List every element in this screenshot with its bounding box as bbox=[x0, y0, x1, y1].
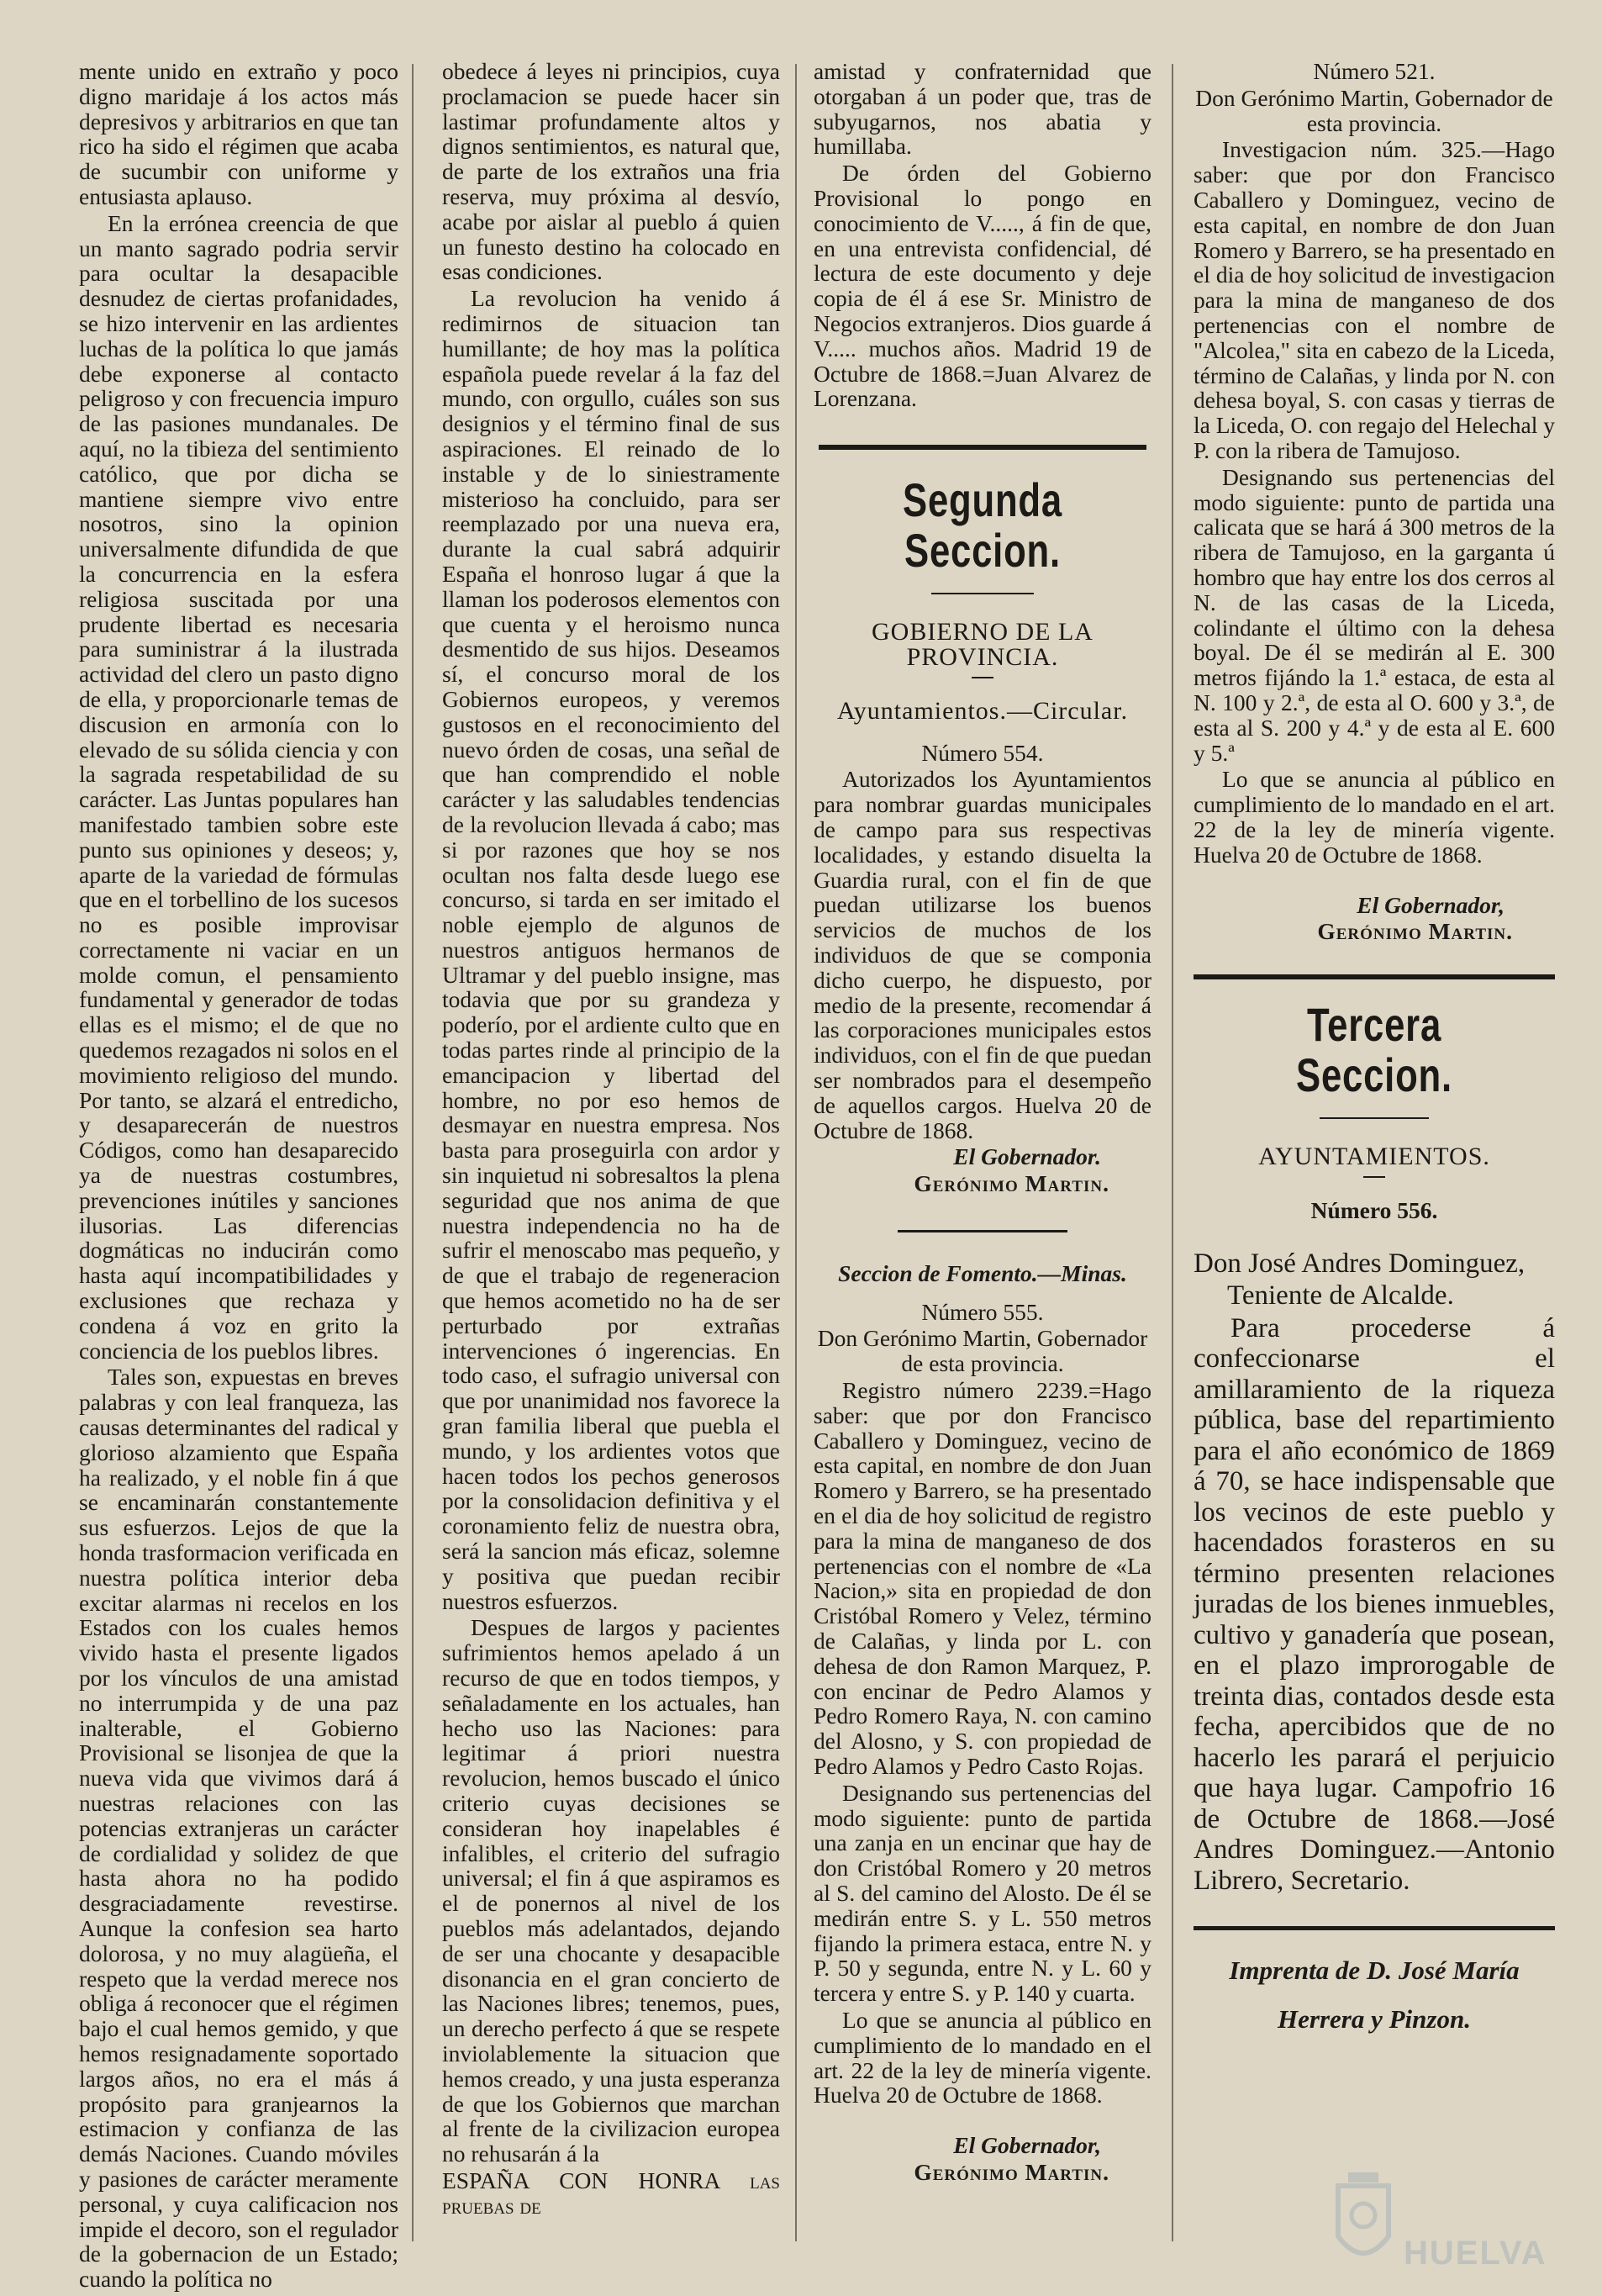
paragraph: obedece á leyes ni principios, cuya proclamacion se puede hacer sin lastimar profundamente altos y dignos sentimientos, es natural que, de parte de los extraños una fria reserva, muy próxima al desvío, acabe por aislar al pueblo á quien un funesto destino ha colocado en esas condiciones. bbox=[442, 58, 780, 285]
numero-556: Número 556. bbox=[1310, 1196, 1438, 1223]
registro-text: Registro número 2239.=Hago saber: que por don Francisco Caballero y Dominguez, vecino de esta capital, en nombre de don Juan Romero y Barrero, se ha presentado en el dia de hoy solicitud de registro para la mina de manganeso de dos pertenencias con el nombre de «La Nacion,» sita en propiedad de don Cristóbal Romero y Velez, término de Calañas, y linda por L. con dehesa de don Ramon Marquez, P. con encinar de Pedro Alamos y Pedro Romero Raya, N. con camino del Alosno, y S. con propiedad de Pedro Alamos y Pedro Casto Rojas. bbox=[814, 1377, 1151, 1780]
numero-521: Número 521. bbox=[1313, 58, 1436, 84]
paragraph: De órden del Gobierno Provisional lo pongo en conocimiento de V....., á fin de que, en una entrevista confidencial, dé lectura de este documento y deje copia de él á ese Sr. Ministro de Negocios extranjeros. Dios guarde á V..... muchos años. Madrid 19 de Octubre de 1868.=Juan Alvarez de Lorenzana. bbox=[814, 160, 1151, 412]
gobierno-heading: GOBIERNO DE LA PROVINCIA. bbox=[872, 618, 1093, 671]
archive-watermark bbox=[1330, 2169, 1582, 2287]
governor-intro: Don Gerónimo Martin, Gobernador de esta provincia. bbox=[1195, 84, 1553, 136]
paragraph: ESPAÑA CON HONRA las pruebas de bbox=[442, 2167, 780, 2219]
paragraph: mente unido en extraño y poco digno maridaje á los actos más depresivos y arbitrarios en que tan rico ha sido el régimen que acaba de sucumbir con uniforme y entusiasta aplauso. bbox=[79, 58, 398, 209]
column-divider bbox=[1172, 64, 1173, 2241]
paragraph: En la errónea creencia de que un manto sagrado podria servir para ocultar la desapacible desnudez de ciertas profanidades, se hizo intervenir en las ardientes luchas de la política lo que jamás debe exponerse al contacto peligroso y con frecuencia impuro de las pasiones mundanales. De aquí, no la tibieza del sentimiento católico, que por dicha se mantiene siempre vivo entre nosotros, sino la opinion universalmente difundida de que la concurrencia en la esfera religiosa suscitada por una prudente libertad es necesaria para suministrar á la ilustrada actividad del clero un pasto digno de ella, y proporcionarle temas de discusion en armonía con lo elevado de su sólida ciencia y con la sagrada respetabilidad de su carácter. Las Juntas populares han manifestado tambien sobre este punto sus opiniones y deseos; y, aparte de la variedad de fórmulas que en el torbellino de los sucesos no es posible improvisar correctamente ni vaciar en un molde comun, el pensamiento fundamental y generador de todas ellas es el mismo; el de que no quedemos rezagados ni solos en el movimiento religioso del mundo. Por tanto, se alzará el entredicho, y desaparecerán de nuestros Códigos, como han desaparecido ya de nuestras costumbres, prevenciones inútiles y sanciones ilusorias. Las diferencias dogmáticas no inducirán como hasta aquí incompatibilidades y exclusiones que rechaza y condena á voz en grito la conciencia de los pueblos libres. bbox=[79, 209, 398, 1364]
dash-divider bbox=[972, 677, 993, 678]
designando-text: Designando sus pertenencias del modo siguiente: punto de partida una calicata que se hará á 300 metros de la ribera de Tamujoso, en la garganta ú hombro que hay entre los dos cerros al N. de las casas de la Liceda, colindante el último con la dehesa boyal. De él se medirán al E. 300 metros fijándo la 1.ª estaca, de esta al N. 100 y 2.ª, de esta al O. 600 y 3.ª, de esta al S. 200 y 4.ª y de esta al E. 600 y 5.ª bbox=[1194, 463, 1555, 766]
designando-text: Designando sus pertenencias del modo siguiente: punto de partida una zanja en un encinar que hay de don Cristóbal Romero y 20 metros al S. del camino del Alosto. De él se medirán entre S. y L. 550 metros fijando la primera estaca, entre N. y P. 50 y segunda, entre N. y L. 60 y tercera y entre S. y P. 140 y cuarta. bbox=[814, 1779, 1151, 2007]
section-rule bbox=[1194, 1926, 1555, 1930]
watermark-text: HUELVA bbox=[1404, 2235, 1547, 2272]
divider-rule bbox=[898, 1230, 1067, 1232]
ornament-rule bbox=[1320, 1117, 1429, 1119]
section-rule bbox=[1194, 974, 1555, 979]
ayuntamientos-heading: AYUNTAMIENTOS. bbox=[1258, 1143, 1490, 1171]
governor-intro: Don Gerónimo Martin, Gobernador de esta provincia. bbox=[817, 1325, 1148, 1377]
column-4 bbox=[1194, 59, 1555, 2045]
column-1 bbox=[79, 59, 398, 2293]
column-2 bbox=[442, 59, 780, 2220]
paragraph: Despues de largos y pacientes sufrimientos hemos apelado á un recurso de que en todos tiempos, y señaladamente en los actuales, han hecho uso las Naciones: para legitimar á priori nuestra revolucion, hemos buscado el único criterio cuyas decisiones se consideran hoy inapelables é infalibles, el criterio del sufragio universal; el fin á que aspiramos es el de ponernos al nivel de los pueblos más adelantados, dejando de ser una chocante y desapacible disonancia en el gran concierto de las Naciones libres; tenemos, pues, un derecho perfecto á que se respete inviolablemente la situacion que hemos creado, y una justa esperanza de que los Gobiernos que marchan al frente de la civilizacion europea no rehusarán á la bbox=[442, 1614, 780, 2167]
imprenta-line: Herrera y Pinzon. bbox=[1278, 2004, 1471, 2035]
signature-title: El Gobernador, bbox=[953, 2132, 1101, 2159]
numero-554: Número 554. bbox=[921, 739, 1044, 766]
section-title-segunda: Segunda Seccion. bbox=[903, 473, 1062, 578]
signature-title: El Gobernador. bbox=[953, 1143, 1101, 1170]
paragraph: amistad y confraternidad que otorgaban á un poder que, tras de subyugarnos, nos abatia y humillaba. bbox=[814, 58, 1151, 160]
paragraph: Tales son, expuestas en breves palabras y con leal franqueza, las causas determinantes del radical y glorioso alzamiento que España ha realizado, y el noble fin á que se encaminarán constantemente sus esfuerzos. Lejos de que la honda trasformacion verificada en nuestra política interior deba excitar alarmas ni recelos en los Estados con los cuales hemos vivido hasta el presente ligados por los vínculos de una amistad no interrumpida y de una paz inalterable, el Gobierno Provisional se lisonjea de que la nueva vida que vivimos dará á nuestras relaciones con las potencias extranjeras un carácter de cordialidad y solidez de que hasta ahora no ha podido desgraciadamente revestirse. Aunque la confesion sea harto dolorosa, y no muy alagüeña, el respeto que la verdad merece nos obliga á reconocer que el régimen bajo el cual hemos gemido, y que hemos resignadamente soportado largos años, no era el más á propósito para granjearnos la estimacion y confianza de las demás Naciones. Cuando móviles y pasiones de carácter meramente personal, y cuya calificacion nos impide el decoro, son el regulador de la gobernacion de un Estado; cuando la política no bbox=[79, 1364, 398, 2293]
investigacion-text: Investigacion núm. 325.—Hago saber: que por don Francisco Caballero y Dominguez, vecino de esta capital, en nombre de don Juan Romero y Barrero, se ha presentado en el dia de hoy solicitud de investigacion para la mina de manganeso de dos pertenencias con el nombre de "Alcolea," sita en cabezo de la Liceda, término de Calañas, y linda por N. con dehesa boyal, S. con casas y tierras de la Liceda, O. con regajo del Helechal y P. con la ribera de Tamujoso. bbox=[1194, 136, 1555, 463]
anuncio-text: Lo que se anuncia al público en cumplimiento de lo mandado en el art. 22 de la ley de minería vigente. Huelva 20 de Octubre de 1868. bbox=[814, 2007, 1151, 2109]
official-title: Teniente de Alcalde. bbox=[1227, 1280, 1454, 1312]
notice-556 bbox=[1194, 1248, 1555, 1897]
ornament-rule bbox=[931, 593, 1034, 594]
column-divider bbox=[795, 64, 797, 2241]
dash-divider bbox=[1363, 1176, 1385, 1178]
column-divider bbox=[412, 64, 414, 2241]
amillaramiento-text: Para procederse á confeccionarse el amillaramiento de la riqueza pública, base del repartimiento para el año económico de 1869 á 70, se hace indispensable que los vecinos de este pueblo y hacendados forasteros en su término presenten relaciones juradas de los bienes inmuebles, cultivo y ganadería que posean, en el plazo improrogable de treinta dias, contados desde esta fecha, apercibidos que de no hacerlo les parará el perjuicio que haya lugar. Campofrio 16 de Octubre de 1868.—José Andres Dominguez.—Antonio Librero, Secretario. bbox=[1194, 1312, 1555, 1896]
crest-icon bbox=[1330, 2169, 1397, 2278]
circular-text: Autorizados los Ayuntamientos para nombrar guardas municipales de campo para sus respectivas localidades, y estando disuelta la Guardia rural, con el fin de que puedan utilizarse los buenos servicios de muchos de los individuos de que se componia dicho cuerpo, he dispuesto, por medio de la presente, recomendar á las corporaciones municipales estos individuos, con el fin de que puedan ser nombrados para el desempeño de aquellos cargos. Huelva 20 de Octubre de 1868. bbox=[814, 766, 1151, 1143]
signature-name: Gerónimo Martin. bbox=[914, 2158, 1109, 2185]
signature-name: Gerónimo Martin. bbox=[914, 1170, 1109, 1197]
numero-555: Número 555. bbox=[921, 1298, 1044, 1325]
imprenta-line: Imprenta de D. José María bbox=[1229, 1956, 1520, 1986]
section-title-tercera: Tercera Seccion. bbox=[1296, 998, 1452, 1102]
signature-title: El Gobernador, bbox=[1357, 891, 1505, 918]
signature-name: Gerónimo Martin. bbox=[1317, 918, 1513, 945]
column-3 bbox=[814, 59, 1151, 2187]
official-name: Don José Andres Dominguez, bbox=[1194, 1248, 1526, 1279]
anuncio-text: Lo que se anuncia al público en cumplimiento de lo mandado en el art. 22 de la ley de minería vigente. Huelva 20 de Octubre de 1868. bbox=[1194, 766, 1555, 868]
section-rule bbox=[819, 445, 1146, 450]
fomento-heading: Seccion de Fomento.—Minas. bbox=[838, 1259, 1127, 1286]
circular-heading: Ayuntamientos.—Circular. bbox=[836, 696, 1129, 725]
paragraph: La revolucion ha venido á redimirnos de situacion tan humillante; de hoy mas la política española puede revelar á la faz del mundo, con orgullo, cuáles son sus designios y el término final de sus aspiraciones. El reinado de lo instable y de lo siniestramente misterioso ha concluido, para ser reemplazado por una nueva era, durante la cual sabrá adquirir España el honroso lugar á que la llaman los poderosos elementos con que cuenta y el heroismo nunca desmentido de sus hijos. Deseamos sí, el concurso moral de los Gobiernos europeos, y veremos gustosos en el reconocimiento del nuevo órden de cosas, una señal de que han comprendido el noble carácter y las saludables tendencias de la revolucion llevada á cabo; mas si por razones que hoy se nos ocultan nos falta desde luego ese concurso, si tarda en ser imitado el noble ejemplo de algunos de nuestros antiguos hermanos de Ultramar y del pueblo insigne, mas todavia que por su grandeza y poderío, por el ardiente culto que en todas partes rinde al principio de la emancipacion y libertad del hombre, no por eso hemos de desmayar en nuestra empresa. Nos basta para proseguirla con ardor y sin inquietud ni sobresaltos la plena seguridad que nos anima de que nuestra independencia no ha de sufrir el menoscabo mas pequeño, y de que el trabajo de regeneracion que hemos acometido no ha de ser perturbado por extrañas intervenciones ó ingerencias. En todo caso, el sufragio universal con que por unanimidad nos favorece la gran familia liberal que puebla el mundo, y los ardientes votos que hacen todos los pechos generosos por la consolidacion definitiva y el coronamiento feliz de nuestra obra, será la sancion más eficaz, solemne y positiva que puedan recibir nuestros esfuerzos. bbox=[442, 285, 780, 1614]
